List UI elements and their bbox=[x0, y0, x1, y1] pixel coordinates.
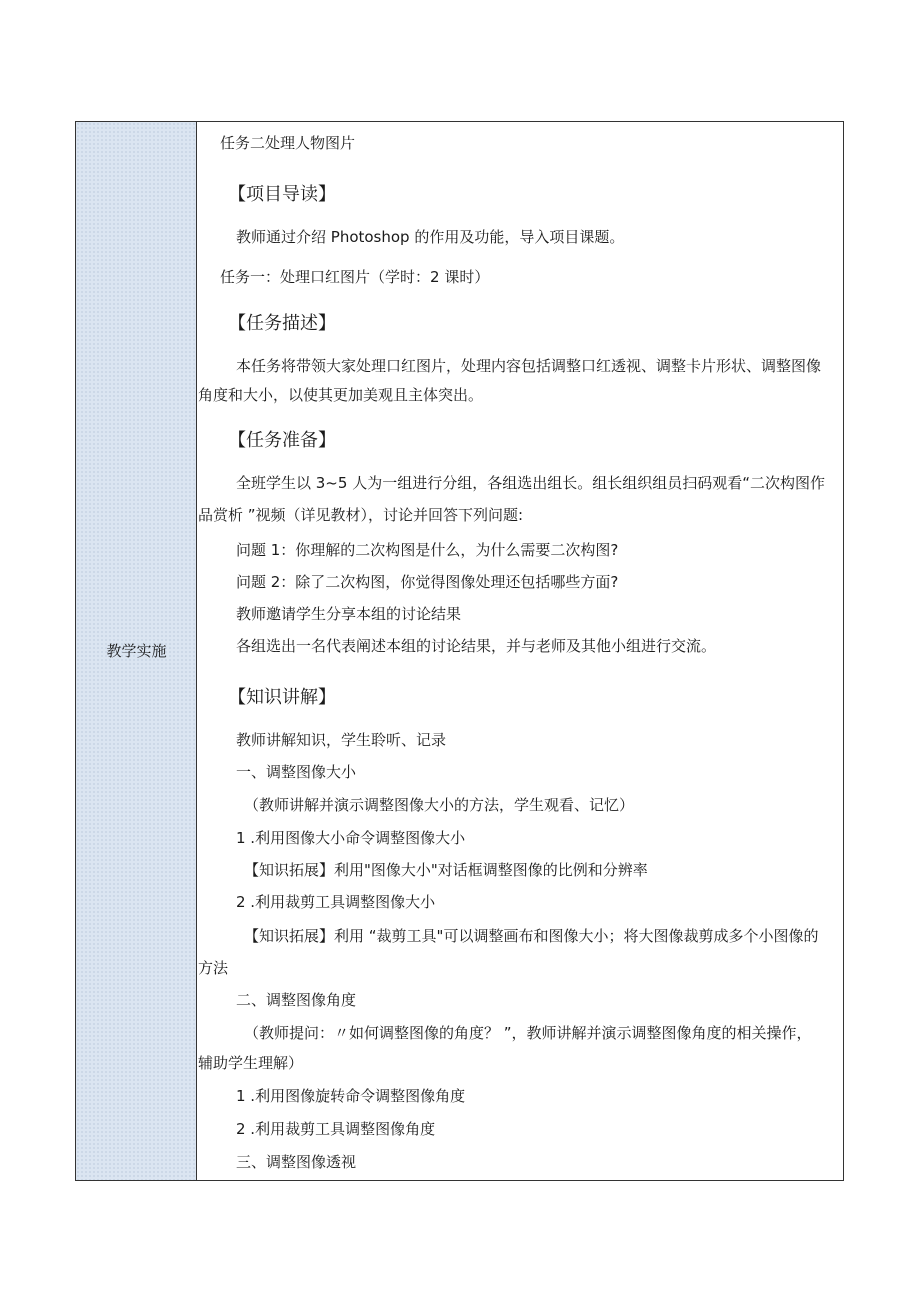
section-label: 教学实施 bbox=[106, 642, 167, 660]
question-1: 问题 1：你理解的二次构图是什么，为什么需要二次构图? bbox=[236, 541, 619, 559]
heading-project-intro: 【项目导读】 bbox=[228, 184, 336, 205]
heading-knowledge: 【知识讲解】 bbox=[228, 687, 336, 708]
section-1-item-1: 1 .利用图像大小命令调整图像大小 bbox=[236, 829, 466, 847]
section-2-title: 二、调整图像角度 bbox=[236, 991, 357, 1009]
section-1-note: （教师讲解并演示调整图像大小的方法，学生观看、记忆） bbox=[244, 796, 635, 814]
task2-title: 任务二处理人物图片 bbox=[220, 134, 356, 152]
description-line-2: 角度和大小，以使其更加美观且主体突出。 bbox=[198, 386, 484, 404]
section-2-note-line-2: 辅助学生理解） bbox=[198, 1054, 304, 1072]
teach-line: 教师讲解知识，学生聆听、记录 bbox=[236, 731, 447, 749]
section-2-note-line-1: （教师提问：〃如何调整图像的角度？ ”，教师讲解并演示调整图像角度的相关操作， bbox=[244, 1024, 812, 1042]
prep-line-1: 全班学生以 3~5 人为一组进行分组，各组选出组长。组长组织组员扫码观看“二次构图作 bbox=[236, 474, 825, 492]
section-3-title: 三、调整图像透视 bbox=[236, 1153, 357, 1171]
heading-task-description: 【任务描述】 bbox=[228, 313, 336, 334]
section-1-extension: 【知识拓展】利用"图像大小"对话框调整图像的比例和分辨率 bbox=[244, 861, 648, 879]
lesson-table bbox=[75, 121, 844, 1181]
section-content-cell bbox=[198, 122, 843, 1180]
section-2-item-2: 2 .利用裁剪工具调整图像角度 bbox=[236, 1120, 436, 1138]
description-line-1: 本任务将带领大家处理口红图片，处理内容包括调整口红透视、调整卡片形状、调整图像 bbox=[236, 357, 822, 375]
question-2: 问题 2：除了二次构图，你觉得图像处理还包括哪些方面? bbox=[236, 573, 619, 591]
section-1-extension-2-line-1: 【知识拓展】利用 “裁剪工具"可以调整画布和图像大小；将大图像裁剪成多个小图像的 bbox=[244, 927, 819, 945]
intro-text: 教师通过介绍 Photoshop 的作用及功能，导入项目课题。 bbox=[236, 228, 625, 246]
section-1-title: 一、调整图像大小 bbox=[236, 763, 357, 781]
section-label-cell bbox=[76, 122, 197, 1180]
task1-title: 任务一：处理口红图片（学时：2 课时） bbox=[220, 268, 490, 286]
section-1-item-2: 2 .利用裁剪工具调整图像大小 bbox=[236, 893, 436, 911]
prep-line-2: 品赏析 ”视频（详见教材），讨论并回答下列问题: bbox=[198, 506, 524, 524]
section-1-extension-2-line-2: 方法 bbox=[198, 959, 229, 977]
groups-exchange: 各组选出一名代表阐述本组的讨论结果，并与老师及其他小组进行交流。 bbox=[236, 637, 717, 655]
teacher-invite: 教师邀请学生分享本组的讨论结果 bbox=[236, 605, 462, 623]
heading-task-prep: 【任务准备】 bbox=[228, 430, 336, 451]
section-2-item-1: 1 .利用图像旋转命令调整图像角度 bbox=[236, 1087, 466, 1105]
